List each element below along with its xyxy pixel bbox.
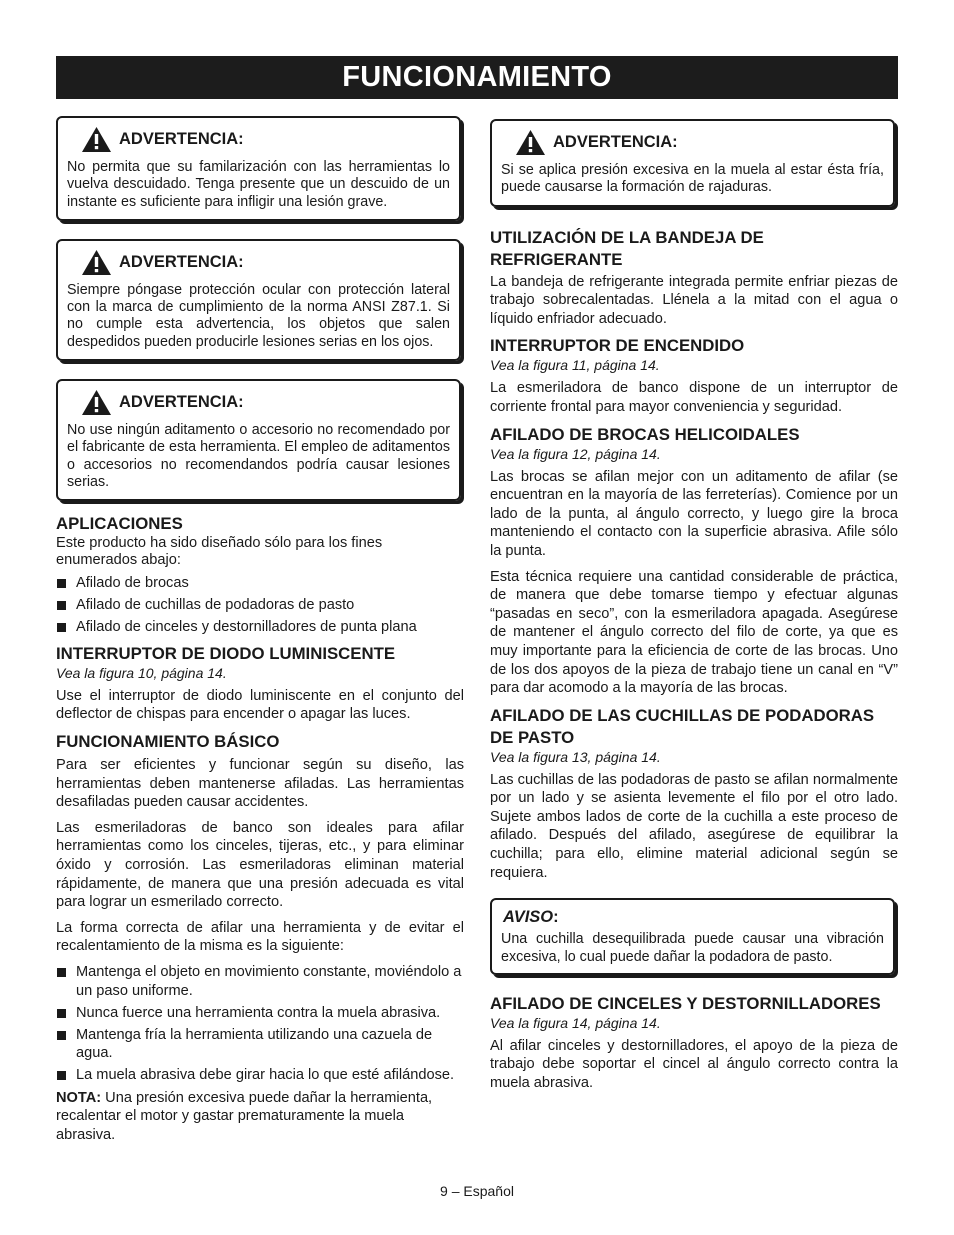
nota-text: Una presión excesiva puede dañar la herramienta, recalentar el motor y gastar prematuramente la muela abrasiva. <box>56 1089 433 1143</box>
basico-paragraph-3: La forma correcta de afilar una herramienta y de evitar el recalentamiento de la misma es la siguiente: <box>56 919 464 955</box>
notice-title: AVISO <box>503 908 554 927</box>
warning-title: ADVERTENCIA: <box>119 130 244 148</box>
notice-box <box>490 898 895 975</box>
section-heading-encendido: INTERRUPTOR DE ENCENDIDO <box>490 336 745 356</box>
figure-reference: Vea la figura 13, página 14. <box>490 748 661 765</box>
warning-box <box>56 239 461 361</box>
basico-paragraph-1: Para ser eficientes y funcionar según su diseño, las herramientas deben mantenerse afiladas. Las herramientas desafiladas pueden causar accidentes. <box>56 757 464 811</box>
warning-box <box>490 119 895 207</box>
warning-title: ADVERTENCIA: <box>553 133 678 151</box>
aplicaciones-list <box>56 574 464 637</box>
list-item: Afilado de cuchillas de podadoras de pasto <box>56 596 464 615</box>
figure-reference: Vea la figura 12, página 14. <box>490 445 661 462</box>
cuchillas-text: Las cuchillas de las podadoras de pasto se afilan normalmente por un lado y se asienta levemente el filo por el otro lado. Sujete ambos lados de corte de la cuchilla a este proceso de afilado. Después del afilado, asegúrese de equilibrar la cuchilla; para ello, elimine material adicional según se requiera. <box>490 771 898 881</box>
warning-box <box>56 116 461 221</box>
section-heading-aplicaciones: APLICACIONES <box>56 514 183 534</box>
list-item: Mantenga el objeto en movimiento constante, moviéndolo a un paso uniforme. <box>56 963 464 1000</box>
warning-triangle-icon <box>81 389 112 416</box>
diodo-text: Use el interruptor de diodo luminiscente en el conjunto del deflector de chispas para encender o apagar las luces. <box>56 687 464 723</box>
brocas-paragraph-2: Esta técnica requiere una cantidad considerable de práctica, de manera que debe tomarse tiempo y efectuar algunas “pasadas en seco”, con la esmeriladora apagada. Asegúrese de mantener el ángulo correcto del filo de corte, ya que es muy importante para la eficiencia de corte de las brocas. Uno de los dos apoyos de la pieza de trabajo tiene un canal en “V” para dar acomodo a la mayoría de las brocas. <box>490 568 898 697</box>
section-heading-bandeja: UTILIZACIÓN DE LA BANDEJA DE REFRIGERANTE <box>490 227 764 269</box>
notice-colon: : <box>553 908 559 927</box>
list-item: La muela abrasiva debe girar hacia lo que esté afilándose. <box>56 1066 464 1085</box>
warning-triangle-icon <box>515 129 546 156</box>
warning-text: Si se aplica presión excesiva en la muela al estar ésta fría, puede causarse la formación de rajaduras. <box>501 162 884 196</box>
left-column <box>56 116 464 1144</box>
figure-reference: Vea la figura 14, página 14. <box>490 1014 661 1031</box>
warning-text: No use ningún aditamento o accesorio no recomendado por el fabricante de esta herramienta. El empleo de aditamentos o accesorios no recomendandos podría causar lesiones serias. <box>67 422 450 490</box>
aplicaciones-intro: Este producto ha sido diseñado sólo para los fines enumerados abajo: <box>56 535 383 569</box>
basico-list <box>56 963 464 1085</box>
page-title: FUNCIONAMIENTO <box>56 56 898 99</box>
warning-text: Siempre póngase protección ocular con protección lateral con la marca de cumplimiento de la norma ANSI Z87.1. Si no cumple esta advertencia, los objetos que salen despedidos pueden producirle lesiones serias en los ojos. <box>67 281 450 350</box>
list-item: Afilado de brocas <box>56 574 464 593</box>
brocas-paragraph-1: Las brocas se afilan mejor con un aditamento de afilar (se encuentran en la mayoría de las ferreterías). Comience por un lado de la punta, al ángulo correcto, y luego gire la broca manteniendo el contacto con la superficie abrasiva. Afile sólo la punta. <box>490 468 898 559</box>
section-heading-cinceles: AFILADO DE CINCELES Y DESTORNILLADORES <box>490 993 881 1013</box>
section-heading-brocas: AFILADO DE BROCAS HELICOIDALES <box>490 424 800 444</box>
bandeja-text: La bandeja de refrigerante integrada permite enfriar piezas de trabajo sobrecalentadas. Llénela a la mitad con el agua o líquido enfriador adecuado. <box>490 273 898 327</box>
figure-reference: Vea la figura 10, página 14. <box>56 664 227 681</box>
nota-paragraph <box>56 1089 464 1145</box>
list-item: Nunca fuerce una herramienta contra la muela abrasiva. <box>56 1004 464 1023</box>
list-item: Afilado de cinceles y destornilladores de punta plana <box>56 618 464 637</box>
notice-text: Una cuchilla desequilibrada puede causar una vibración excesiva, lo cual puede dañar la podadora de pasto. <box>501 931 884 965</box>
warning-triangle-icon <box>81 126 112 153</box>
section-heading-basico: FUNCIONAMIENTO BÁSICO <box>56 732 280 752</box>
section-heading-diodo: INTERRUPTOR DE DIODO LUMINISCENTE <box>56 643 396 663</box>
page-footer: 9 – Español <box>440 1183 514 1199</box>
right-column <box>490 119 898 1100</box>
warning-title: ADVERTENCIA: <box>119 393 244 412</box>
encendido-text: La esmeriladora de banco dispone de un interruptor de corriente frontal para mayor conveniencia y seguridad. <box>490 380 898 415</box>
section-heading-cuchillas: AFILADO DE LAS CUCHILLAS DE PODADORAS DE PASTO <box>490 705 875 747</box>
warning-box <box>56 379 461 501</box>
cinceles-text: Al afilar cinceles y destornilladores, el apoyo de la pieza de trabajo debe soportar el cincel al ángulo correcto contra la muela abrasiva. <box>490 1037 898 1092</box>
warning-triangle-icon <box>81 249 112 276</box>
list-item: Mantenga fría la herramienta utilizando una cazuela de agua. <box>56 1026 464 1063</box>
nota-label: NOTA: <box>56 1089 102 1106</box>
figure-reference: Vea la figura 11, página 14. <box>490 357 660 374</box>
warning-text: No permita que su familarización con las herramientas lo vuelva descuidado. Tenga presente que un descuido de un instante es suficiente para infligir una lesión grave. <box>67 159 450 210</box>
warning-title: ADVERTENCIA: <box>119 252 244 271</box>
basico-paragraph-2: Las esmeriladoras de banco son ideales para afilar herramientas como los cinceles, tijeras, etc., y para eliminar óxido y corrosión. Las esmeriladoras eliminan material rápidamente, de manera que una presión adecuada es vital para lograr un esmerilado correcto. <box>56 819 464 911</box>
